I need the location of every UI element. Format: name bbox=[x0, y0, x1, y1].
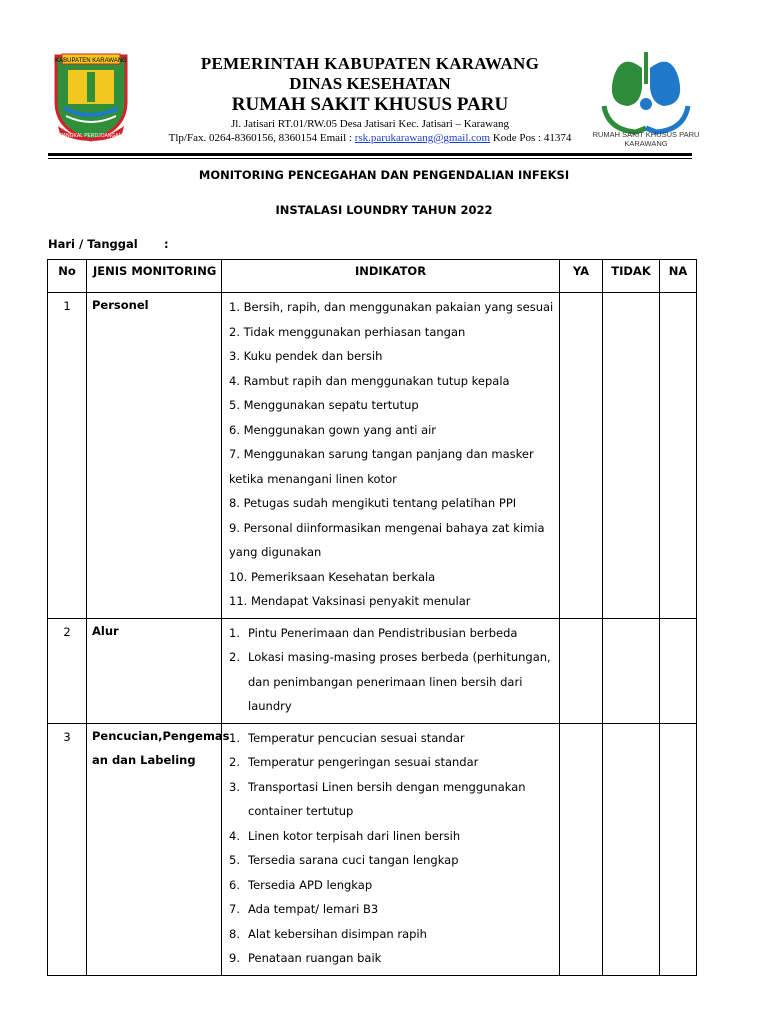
indicator-line: 11. Mendapat Vaksinasi penyakit menular bbox=[229, 594, 471, 608]
tidak-checkbox-cell[interactable] bbox=[603, 293, 660, 619]
indicator-item bbox=[229, 946, 553, 971]
indicator-line: Transportasi Linen bersih dengan menggunakan bbox=[248, 779, 526, 794]
indicator-line: 7. Menggunakan sarung tangan panjang dan masker bbox=[229, 447, 534, 461]
monitoring-table bbox=[47, 259, 697, 976]
na-checkbox-cell[interactable] bbox=[660, 293, 697, 619]
indicator-line: Temperatur pencucian sesuai standar bbox=[248, 730, 465, 745]
header-jenis-monitoring: JENIS MONITORING bbox=[87, 260, 222, 293]
indicator-line: Pintu Penerimaan dan Pendistribusian berbeda bbox=[248, 625, 518, 640]
row-number: 3 bbox=[48, 723, 87, 975]
indicator-line: 5. Menggunakan sepatu tertutup bbox=[229, 398, 419, 412]
indicator-line: Alat kebersihan disimpan rapih bbox=[248, 926, 427, 941]
indicator-line: Temperatur pengeringan sesuai standar bbox=[248, 755, 479, 769]
indicator-item bbox=[229, 750, 553, 775]
indicator-line: Lokasi masing-masing proses berbeda (perhitungan, bbox=[248, 650, 551, 664]
emblem-top-text: KABUPATEN KARAWANG bbox=[55, 58, 127, 64]
indicator-line: Ada tempat/ lemari B3 bbox=[248, 902, 379, 916]
indicator-item bbox=[229, 726, 553, 751]
indicator-cell bbox=[222, 293, 560, 619]
indicator-cell bbox=[222, 618, 560, 723]
row-number: 1 bbox=[48, 293, 87, 619]
indicator-line: Penataan ruangan baik bbox=[248, 951, 382, 965]
phone-fax: Tlp/Fax. 0264-8360156, 8360154 Email : bbox=[168, 132, 355, 144]
monitoring-type-label: Alur bbox=[92, 623, 119, 638]
karawang-regency-emblem-icon bbox=[52, 50, 130, 142]
indicator-line: 4. Rambut rapih dan menggunakan tutup kepala bbox=[229, 373, 510, 388]
indicator-number: 1. bbox=[229, 625, 240, 640]
indicator-number: 2. bbox=[229, 755, 240, 769]
hospital-logo-caption bbox=[590, 130, 702, 148]
ya-checkbox-cell[interactable] bbox=[560, 618, 603, 723]
indicator-item bbox=[229, 824, 553, 849]
indicator-line: 8. Petugas sudah mengikuti tentang pelatihan PPI bbox=[229, 496, 517, 510]
indicator-line: laundry bbox=[248, 699, 292, 713]
email-link[interactable]: rsk.parukarawang@gmail.com bbox=[354, 132, 491, 144]
letterhead bbox=[0, 0, 768, 160]
monitoring-type bbox=[87, 723, 230, 975]
indicator-number: 2. bbox=[229, 650, 240, 664]
document-title: MONITORING PENCEGAHAN DAN PENGENDALIAN INFEKSI bbox=[198, 168, 570, 182]
indicator-number: 5. bbox=[229, 853, 240, 867]
header-ya: YA bbox=[560, 260, 603, 293]
indicator-line: 6. Menggunakan gown yang anti air bbox=[229, 422, 437, 437]
indicator-item bbox=[229, 873, 553, 898]
na-checkbox-cell[interactable] bbox=[660, 618, 697, 723]
indicator-number: 6. bbox=[229, 877, 240, 892]
indicator-line: container tertutup bbox=[248, 804, 354, 818]
indicator-item bbox=[229, 621, 553, 646]
indicator-item bbox=[229, 848, 553, 873]
indicator-number: 4. bbox=[229, 828, 240, 843]
indicator-item bbox=[229, 897, 553, 922]
table-row bbox=[48, 293, 697, 619]
indicator-line: 10. Pemeriksaan Kesehatan berkala bbox=[229, 569, 436, 584]
indicator-line: Linen kotor terpisah dari linen bersih bbox=[248, 828, 461, 843]
monitoring-type bbox=[87, 618, 222, 723]
row-number: 2 bbox=[48, 618, 87, 723]
indicator-line: yang digunakan bbox=[229, 545, 322, 559]
indicator-number: 1. bbox=[229, 730, 240, 745]
table-header-row bbox=[48, 260, 697, 293]
government-name: PEMERINTAH KABUPATEN KARAWANG bbox=[200, 54, 540, 73]
letterhead-rule-thick bbox=[48, 153, 692, 156]
indicator-cell bbox=[222, 723, 560, 975]
indicator-line: dan penimbangan penerimaan linen bersih dari bbox=[248, 674, 523, 689]
indicator-number: 3. bbox=[229, 779, 240, 794]
monitoring-type-label: Pencucian,Pengemas bbox=[92, 728, 230, 743]
table-row bbox=[48, 618, 697, 723]
indicator-number: 7. bbox=[229, 902, 240, 916]
indicator-line: 2. Tidak menggunakan perhiasan tangan bbox=[229, 324, 466, 339]
indicator-line: ketika menangani linen kotor bbox=[229, 471, 397, 486]
postal-code: Kode Pos : 41374 bbox=[490, 132, 572, 144]
hospital-name: RUMAH SAKIT KHUSUS PARU bbox=[231, 94, 509, 115]
emblem-bottom-text: PANGKAL PERDJOANGAN bbox=[59, 133, 123, 139]
indicator-item bbox=[229, 922, 553, 947]
contact-line bbox=[140, 131, 600, 145]
na-checkbox-cell[interactable] bbox=[660, 723, 697, 975]
header-no: No bbox=[48, 260, 87, 293]
tidak-checkbox-cell[interactable] bbox=[603, 723, 660, 975]
indicator-number: 9. bbox=[229, 951, 240, 965]
indicator-line: Tersedia sarana cuci tangan lengkap bbox=[248, 853, 459, 867]
header-tidak: TIDAK bbox=[603, 260, 660, 293]
indicator-line: 9. Personal diinformasikan mengenai bahaya zat kimia bbox=[229, 520, 545, 535]
table-row bbox=[48, 723, 697, 975]
header-na: NA bbox=[660, 260, 697, 293]
indicator-line: 3. Kuku pendek dan bersih bbox=[229, 349, 383, 363]
address: Jl. Jatisari RT.01/RW.05 Desa Jatisari Kec. Jatisari – Karawang bbox=[231, 118, 509, 130]
letterhead-text bbox=[140, 54, 600, 145]
indicator-item bbox=[229, 645, 553, 719]
monitoring-type bbox=[87, 293, 222, 619]
indicator-line: 1. Bersih, rapih, dan menggunakan pakaian yang sesuai bbox=[229, 300, 554, 314]
document-subtitle: INSTALASI LOUNDRY TAHUN 2022 bbox=[275, 203, 493, 217]
monitoring-type-label: an dan Labeling bbox=[92, 753, 196, 767]
ya-checkbox-cell[interactable] bbox=[560, 293, 603, 619]
hospital-logo-caption-line1: RUMAH SAKIT KHUSUS PARU bbox=[592, 130, 700, 139]
tidak-checkbox-cell[interactable] bbox=[603, 618, 660, 723]
indicator-item bbox=[229, 775, 553, 824]
date-field bbox=[48, 237, 169, 251]
indicator-line: Tersedia APD lengkap bbox=[248, 877, 373, 892]
date-label: Hari / Tanggal bbox=[48, 237, 138, 251]
header-indikator: INDIKATOR bbox=[222, 260, 560, 293]
indicator-number: 8. bbox=[229, 926, 240, 941]
hospital-logo-caption-line2: KARAWANG bbox=[624, 139, 668, 148]
department-name: DINAS KESEHATAN bbox=[289, 74, 451, 93]
ya-checkbox-cell[interactable] bbox=[560, 723, 603, 975]
letterhead-rule-thin bbox=[48, 158, 692, 159]
date-colon: : bbox=[164, 237, 169, 251]
monitoring-type-label: Personel bbox=[92, 298, 149, 312]
